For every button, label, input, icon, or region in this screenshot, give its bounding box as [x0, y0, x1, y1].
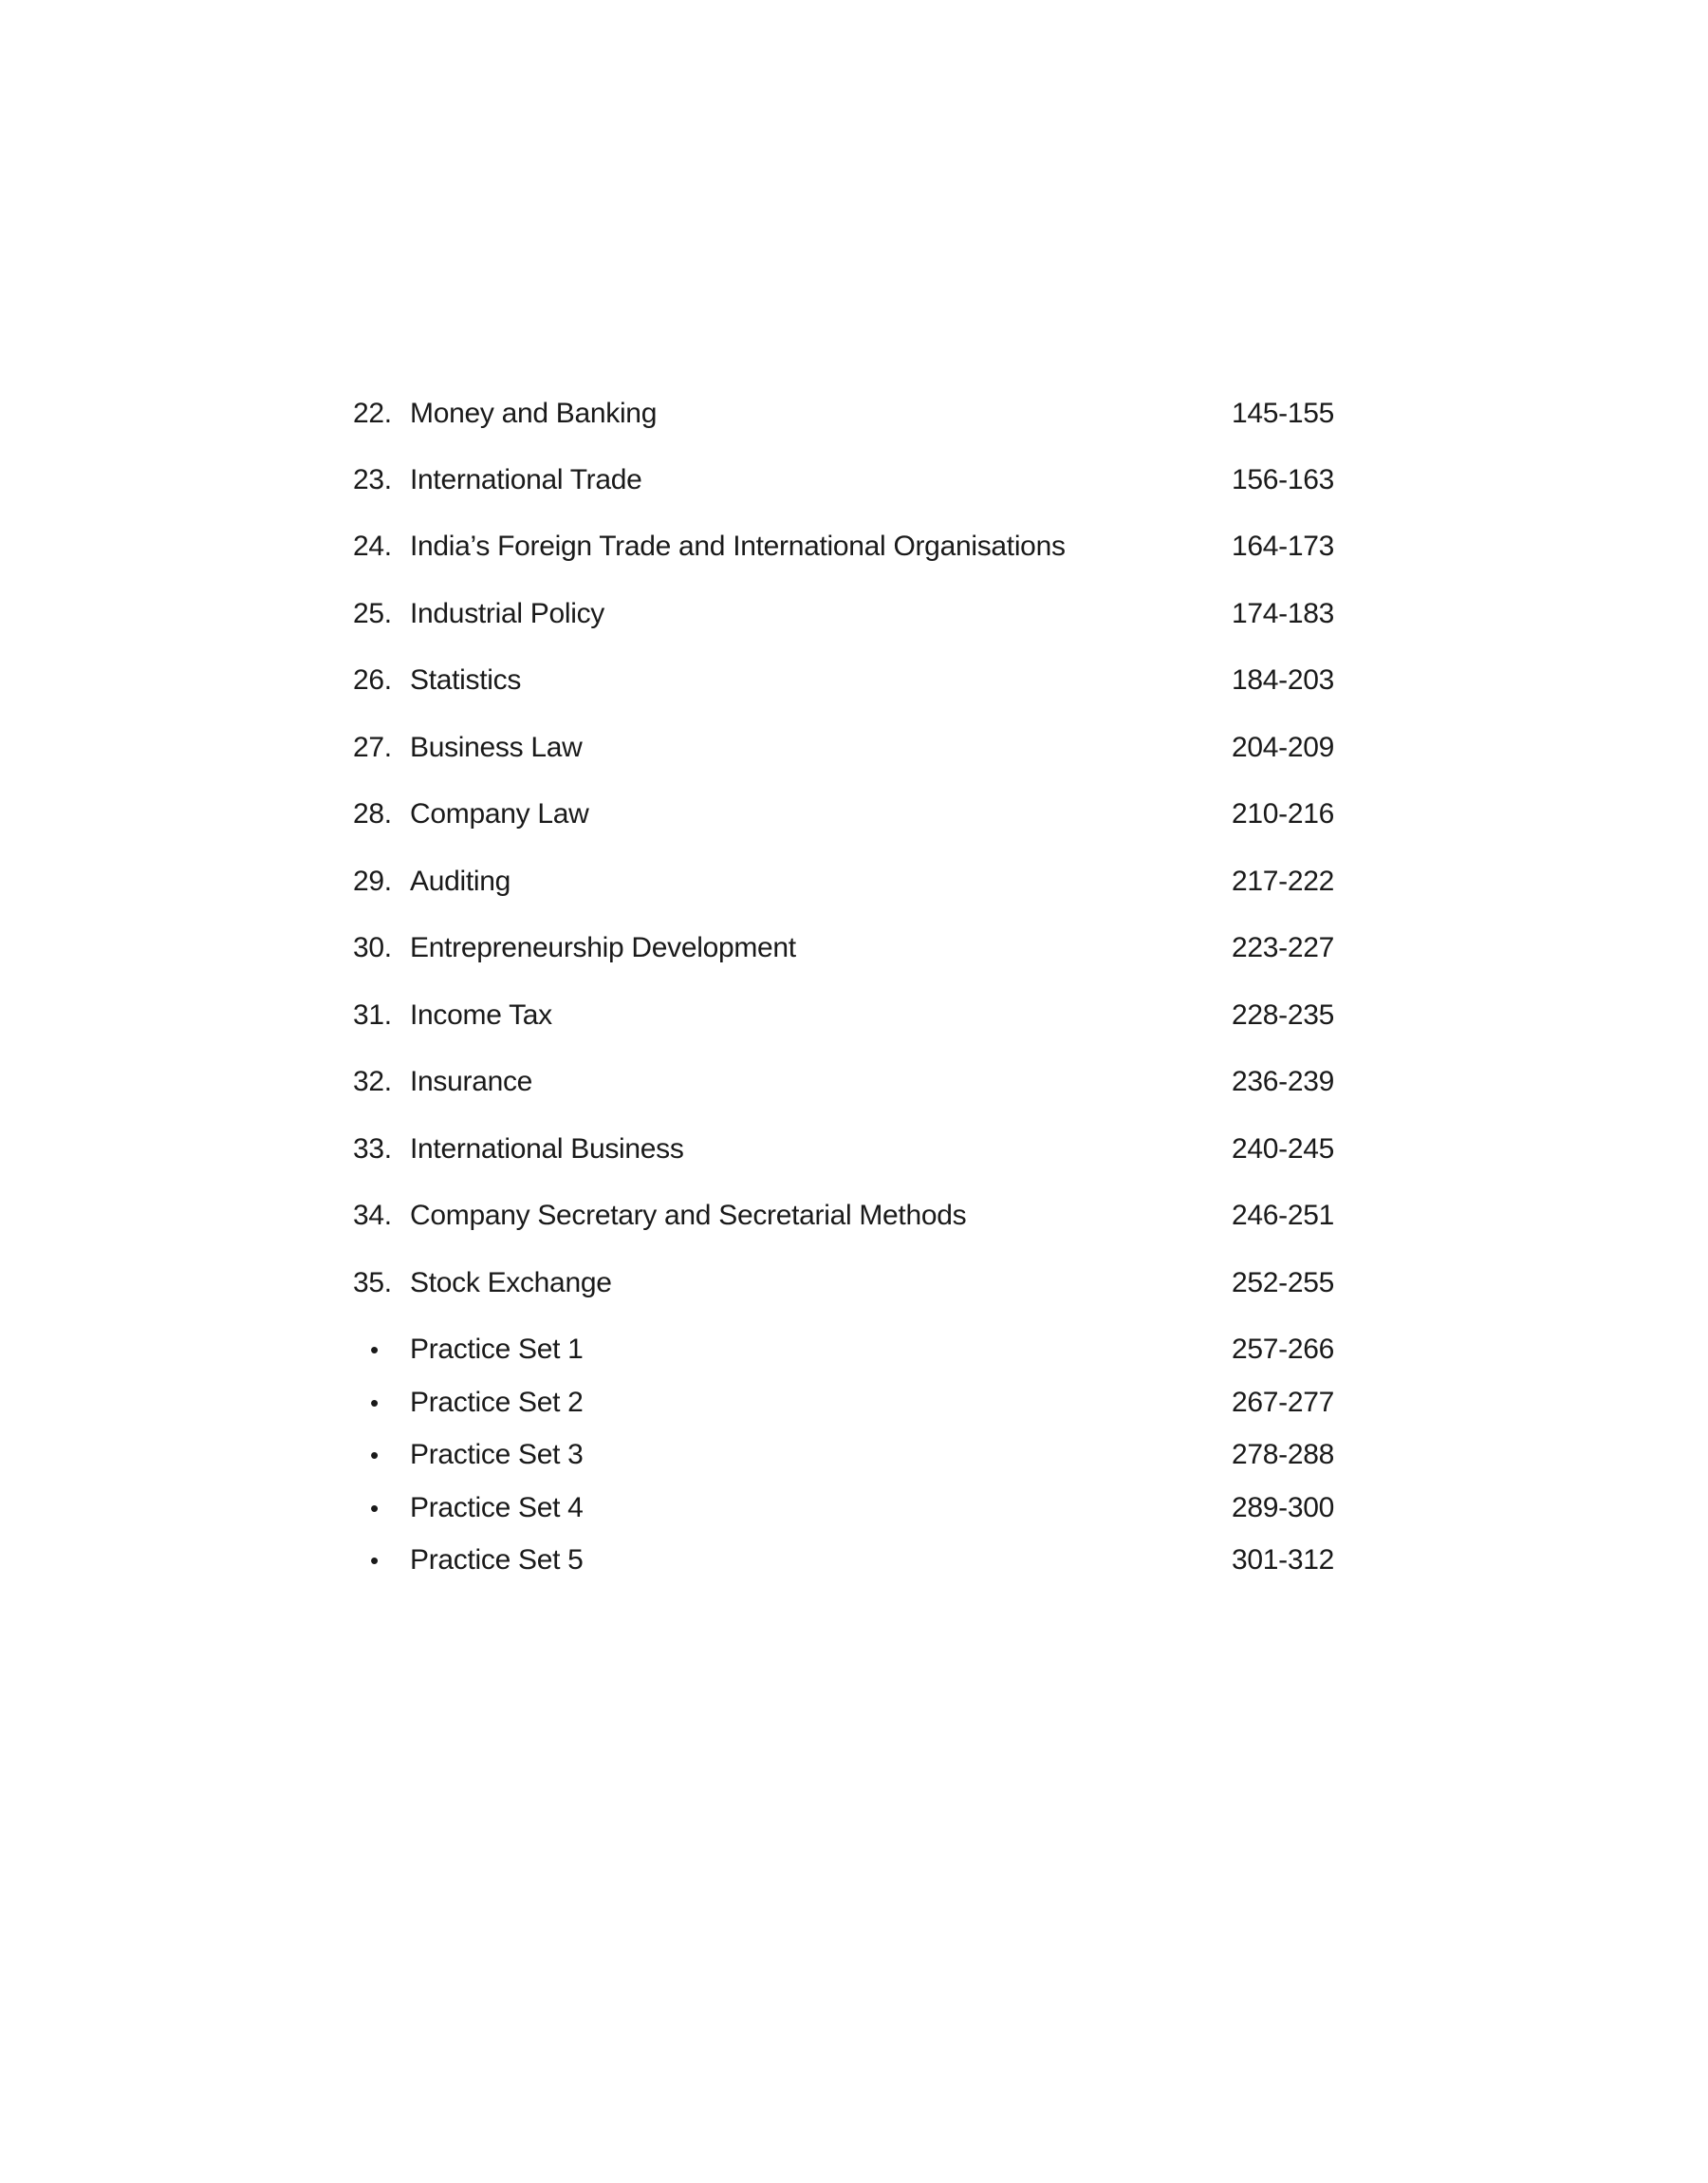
chapter-title: International Business	[410, 1133, 684, 1165]
page-range: 204-209	[1232, 732, 1334, 763]
toc-entry	[0, 387, 1708, 440]
page-range: 236-239	[1232, 1066, 1334, 1097]
chapter-number: 23.	[353, 464, 392, 495]
bullet: •	[370, 1494, 379, 1522]
toc-entry	[0, 588, 1708, 641]
toc-entry	[0, 855, 1708, 908]
practice-set-entry	[0, 1428, 1708, 1482]
chapter-number: 34.	[353, 1200, 392, 1231]
toc-entry	[0, 1257, 1708, 1310]
chapter-number: 27.	[353, 732, 392, 763]
page-range: 217-222	[1232, 866, 1334, 897]
toc-entry	[0, 520, 1708, 573]
practice-set-title: Practice Set 5	[410, 1544, 584, 1576]
chapter-title: Company Secretary and Secretarial Methods	[410, 1200, 967, 1231]
page-range: 210-216	[1232, 798, 1334, 830]
chapter-title: Income Tax	[410, 999, 552, 1031]
bullet: •	[370, 1546, 379, 1575]
chapter-number: 24.	[353, 531, 392, 562]
chapter-number: 33.	[353, 1133, 392, 1165]
chapter-number: 29.	[353, 866, 392, 897]
page-range: 278-288	[1232, 1439, 1334, 1470]
chapter-title: Entrepreneurship Development	[410, 932, 796, 963]
toc-entry	[0, 989, 1708, 1042]
page-range: 223-227	[1232, 932, 1334, 963]
page-range: 267-277	[1232, 1387, 1334, 1418]
chapter-title: Business Law	[410, 732, 583, 763]
chapter-title: Money and Banking	[410, 398, 658, 429]
chapter-title: Company Law	[410, 798, 589, 830]
bullet: •	[370, 1335, 379, 1364]
page-range: 145-155	[1232, 398, 1334, 429]
chapter-number: 35.	[353, 1267, 392, 1298]
toc-entry	[0, 654, 1708, 707]
practice-set-title: Practice Set 1	[410, 1334, 584, 1365]
chapter-title: India’s Foreign Trade and International Organisations	[410, 531, 1066, 562]
practice-set-entry	[0, 1482, 1708, 1535]
practice-set-entry	[0, 1534, 1708, 1587]
page-range: 184-203	[1232, 664, 1334, 696]
practice-set-title: Practice Set 4	[410, 1492, 584, 1523]
toc-entry	[0, 454, 1708, 507]
chapter-title: Auditing	[410, 866, 511, 897]
page-range: 289-300	[1232, 1492, 1334, 1523]
page-range: 246-251	[1232, 1200, 1334, 1231]
practice-set-title: Practice Set 2	[410, 1387, 584, 1418]
page-range: 257-266	[1232, 1334, 1334, 1365]
page-range: 301-312	[1232, 1544, 1334, 1576]
chapter-number: 30.	[353, 932, 392, 963]
chapter-number: 26.	[353, 664, 392, 696]
bullet: •	[370, 1389, 379, 1417]
toc-entry	[0, 721, 1708, 774]
chapter-number: 25.	[353, 598, 392, 629]
toc-entry	[0, 788, 1708, 841]
practice-set-entry	[0, 1323, 1708, 1376]
chapter-number: 28.	[353, 798, 392, 830]
toc-entry	[0, 1055, 1708, 1109]
chapter-title: Industrial Policy	[410, 598, 604, 629]
page-range: 228-235	[1232, 999, 1334, 1031]
toc-entry	[0, 1123, 1708, 1176]
bullet: •	[370, 1441, 379, 1469]
chapter-number: 31.	[353, 999, 392, 1031]
chapter-title: Stock Exchange	[410, 1267, 612, 1298]
chapter-title: Insurance	[410, 1066, 533, 1097]
toc-entry	[0, 922, 1708, 975]
chapter-number: 22.	[353, 398, 392, 429]
chapter-title: Statistics	[410, 664, 522, 696]
chapter-title: International Trade	[410, 464, 642, 495]
page-range: 240-245	[1232, 1133, 1334, 1165]
practice-set-entry	[0, 1376, 1708, 1429]
chapter-number: 32.	[353, 1066, 392, 1097]
page-range: 174-183	[1232, 598, 1334, 629]
page-range: 252-255	[1232, 1267, 1334, 1298]
page-range: 156-163	[1232, 464, 1334, 495]
page-range: 164-173	[1232, 531, 1334, 562]
practice-set-title: Practice Set 3	[410, 1439, 584, 1470]
toc-entry	[0, 1189, 1708, 1242]
